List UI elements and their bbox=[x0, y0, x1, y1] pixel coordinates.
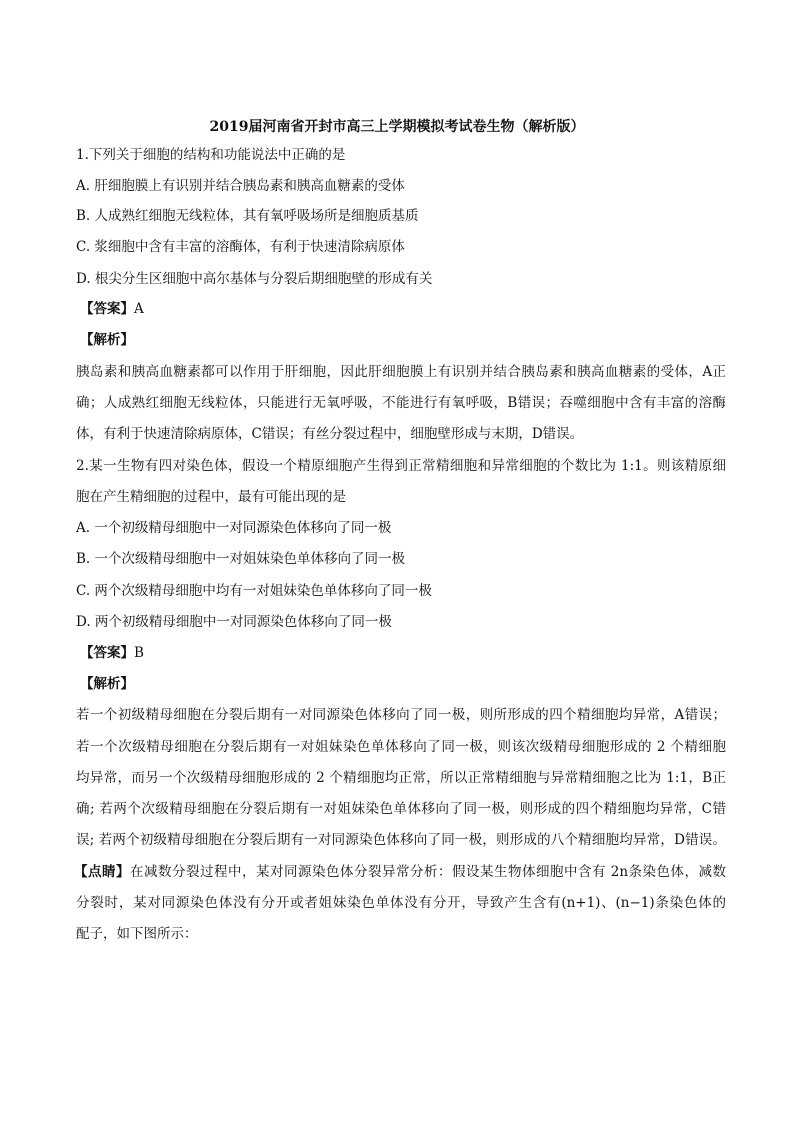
question-2-stem-line: 2.某一生物有四对染色体，假设一个精原细胞产生得到正常精细胞和异常细胞的个数比为 1:1。则该精原细 bbox=[76, 458, 726, 474]
question-2-option-a: A. 一个初级精母细胞中一对同源染色体移向了同一极 bbox=[76, 520, 392, 536]
question-2-note-line bbox=[74, 863, 726, 881]
question-1-stem: 1.下列关于细胞的结构和功能说法中正确的是 bbox=[76, 147, 346, 163]
question-2-explain-line: 均异常，而另一个次级精母细胞形成的 2 个精细胞均正常，所以正常精细胞与异常精细胞之比为 1:1，B正 bbox=[76, 770, 726, 786]
question-1-option-b: B. 人成熟红细胞无线粒体，其有氧呼吸场所是细胞质基质 bbox=[76, 208, 419, 224]
question-2-stem-line: 胞在产生精细胞的过程中，最有可能出现的是 bbox=[76, 489, 346, 505]
question-1-answer bbox=[80, 300, 730, 318]
question-1-explain-line: 确；人成熟红细胞无线粒体，只能进行无氧呼吸，不能进行有氧呼吸，B错误；吞噬细胞中含有丰富的溶酶 bbox=[76, 395, 726, 411]
question-2-explain-heading bbox=[80, 675, 730, 693]
question-2-answer bbox=[80, 644, 730, 662]
question-1-explain-heading bbox=[80, 331, 730, 349]
question-1-option-d: D. 根尖分生区细胞中高尔基体与分裂后期细胞壁的形成有关 bbox=[76, 271, 433, 287]
question-2-explain-line: 确; 若两个次级精母细胞在分裂后期有一对姐妹染色单体移向了同一极，则形成的四个精细胞均异常，C错 bbox=[76, 801, 726, 817]
answer-value: A bbox=[134, 301, 144, 317]
question-2-note-line: 分裂时，某对同源染色体没有分开或者姐妹染色单体没有分开，导致产生含有(n+1)、(n−1)条染色体的 bbox=[76, 895, 726, 911]
question-1-explain-line: 体，有利于快速清除病原体，C错误；有丝分裂过程中，细胞壁形成与末期，D错误。 bbox=[76, 426, 584, 442]
question-2-explain-line: 若一个初级精母细胞在分裂后期有一对同源染色体移向了同一极，则所形成的四个精细胞均异常，A错误； bbox=[76, 707, 726, 723]
answer-value: B bbox=[134, 645, 144, 661]
question-2-option-b: B. 一个次级精母细胞中一对姐妹染色单体移向了同一极 bbox=[76, 551, 406, 567]
answer-tag: 【答案】 bbox=[80, 645, 134, 661]
question-2-option-d: D. 两个初级精母细胞中一对同源染色体移向了同一极 bbox=[76, 614, 392, 630]
question-2-explain-line: 若一个次级精母细胞在分裂后期有一对姐妹染色单体移向了同一极，则该次级精母细胞形成的 2 个精细胞 bbox=[76, 739, 726, 755]
question-2-note-line: 配子，如下图所示： bbox=[76, 926, 198, 942]
question-1-explain-line: 胰岛素和胰高血糖素都可以作用于肝细胞，因此肝细胞膜上有识别并结合胰岛素和胰高血糖素的受体，A正 bbox=[76, 364, 726, 380]
question-2-explain-line: 误; 若两个初级精母细胞在分裂后期有一对同源染色体移向了同一极，则形成的八个精细胞均异常，D错误。 bbox=[76, 832, 726, 848]
question-1-option-a: A. 肝细胞膜上有识别并结合胰岛素和胰高血糖素的受体 bbox=[76, 178, 405, 194]
question-1-option-c: C. 浆细胞中含有丰富的溶酶体，有利于快速清除病原体 bbox=[76, 239, 405, 255]
explain-tag: 【解析】 bbox=[80, 332, 134, 348]
note-text: 在减数分裂过程中，某对同源染色体分裂异常分析：假设某生物体细胞中含有 2n条染色体，减数 bbox=[130, 864, 727, 880]
explain-tag: 【解析】 bbox=[80, 676, 134, 692]
note-tag: 【点睛】 bbox=[74, 864, 130, 880]
question-2-option-c: C. 两个次级精母细胞中均有一对姐妹染色单体移向了同一极 bbox=[76, 583, 432, 599]
answer-tag: 【答案】 bbox=[80, 301, 134, 317]
page-title: 2019届河南省开封市高三上学期模拟考试卷生物（解析版） bbox=[209, 119, 585, 135]
